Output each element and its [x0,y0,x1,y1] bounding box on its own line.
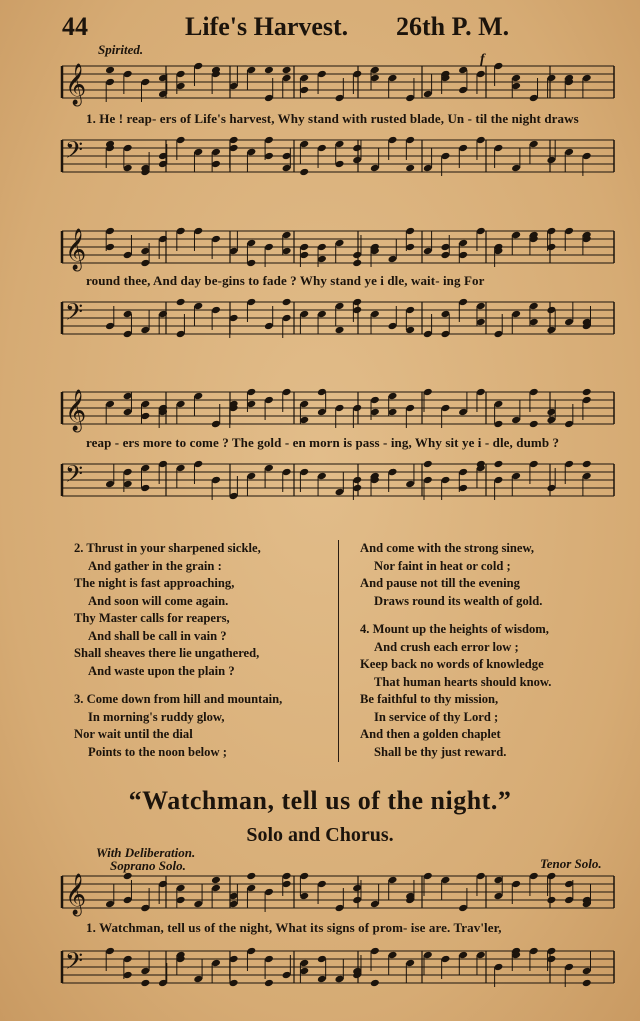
bass-staff-system-1 [0,134,640,184]
verse-line: 2. Thrust in your sharpened sickle, [74,541,261,555]
verse-line: 4. Mount up the heights of wisdom, [360,622,549,636]
svg-text:𝄢: 𝄢 [65,460,84,493]
page-number: 44 [62,12,88,41]
verse-line: Shall sheaves there lie ungathered, [74,646,260,660]
bass-staff-system-2 [0,296,640,346]
second-song-subtitle: Solo and Chorus. [246,824,394,846]
svg-text:𝄞: 𝄞 [65,64,87,105]
verse-line: In service of thy Lord ; [374,709,499,724]
verse-line: Keep back no words of knowledge [360,657,544,671]
verse-line: Draws round its wealth of gold. [374,593,543,608]
bass-staff-system-4 [0,945,640,995]
verse-line: And crush each error low ; [374,639,519,654]
stanza-gap [74,680,334,691]
stanza-gap [360,610,620,621]
treble-staff-system-3 [0,386,640,436]
verse-line: And gather in the grain : [88,558,222,573]
svg-text:𝄞: 𝄞 [65,229,87,270]
verse-line: And then a golden chaplet [360,727,501,741]
svg-text:𝄢: 𝄢 [65,947,84,980]
soprano-solo-label: Soprano Solo. [110,858,186,873]
bass-staff-system-3 [0,458,640,508]
verse-line: In morning's ruddy glow, [88,709,225,724]
lyric-line-2: round thee, And day be-gins to fade ? Why stand ye i dle, wait- ing For [86,273,485,288]
second-song-title: “Watchman, tell us of the night.” [128,786,512,815]
hymn-meter: 26th P. M. [396,12,510,41]
verse-line: The night is fast approaching, [74,576,235,590]
tenor-solo-label: Tenor Solo. [540,856,602,871]
verse-line: And soon will come again. [88,593,229,608]
verse-line: Be faithful to thy mission, [360,692,499,706]
verse-line: And come with the strong sinew, [360,541,534,555]
svg-text:𝄢: 𝄢 [65,136,84,169]
svg-text:𝄢: 𝄢 [65,298,84,331]
hymn-title: Life's Harvest. [185,12,349,41]
treble-staff-system-4 [0,870,640,920]
verse-line: 3. Come down from hill and mountain, [74,692,283,706]
second-song-tempo: With Deliberation. [96,845,196,860]
verse-line: Nor wait until the dial [74,727,193,741]
lyric-line-1: 1. He ! reap- ers of Life's harvest, Why stand with rusted blade, Un - til the night draws [86,111,579,126]
verse-line: Thy Master calls for reapers, [74,611,230,625]
tempo-marking: Spirited. [98,42,144,57]
column-divider [338,540,339,762]
page-header [0,12,640,46]
svg-text:𝄞: 𝄞 [65,390,87,431]
verses-left-column [74,540,334,761]
svg-text:𝄞: 𝄞 [65,874,87,915]
dynamic-marking: f [480,52,485,67]
verses-right-column [360,540,620,761]
treble-staff-system-1 [0,60,640,110]
lyric-line-3: reap - ers more to come ? The gold - en morn is pass - ing, Why sit ye i - dle, dumb ? [86,435,560,450]
verse-line: And shall be call in vain ? [88,628,227,643]
treble-staff-system-2 [0,225,640,275]
lyric-line-4: 1. Watchman, tell us of the night, What its signs of prom- ise are. Trav'ler, [86,920,502,935]
verse-line: Nor faint in heat or cold ; [374,558,511,573]
verse-line: Shall be thy just reward. [374,744,507,759]
verse-line: And waste upon the plain ? [88,663,235,678]
verse-line: Points to the noon below ; [88,744,227,759]
verse-line: And pause not till the evening [360,576,520,590]
verse-line: That human hearts should know. [374,674,552,689]
verses [0,540,640,770]
